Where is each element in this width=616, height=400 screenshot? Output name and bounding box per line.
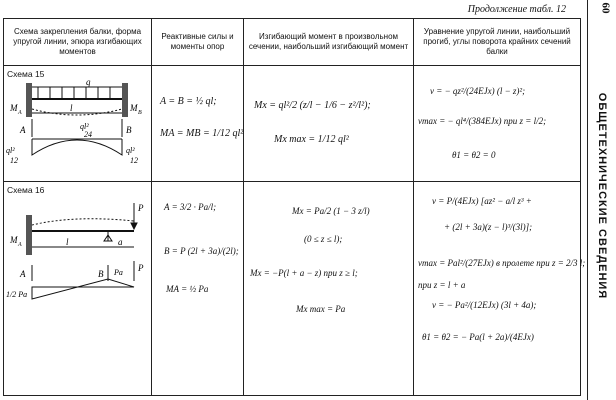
reaction-formula: A = 3/2 · Pa/l; [164,202,217,212]
span-l-label: l [70,103,73,113]
moment-formula: Mx = −P(l + a − z) при z ≥ l; [250,268,358,278]
page-number: 60 [599,2,612,14]
table-row-scheme-15 [4,66,581,182]
reactions-cell [152,66,244,182]
mb-label: M [130,103,138,113]
scheme-label: Схема 15 [7,69,45,79]
deflection-formula: θ1 = θ2 = − Pa(l + 2a)/(4EJx) [422,332,534,342]
ma-label: M [10,235,18,245]
moment-left-label: 1/2 Pa [6,290,28,299]
deflection-formula: + (2l + 3a)(z − l)³/(3l)]; [444,222,533,232]
deflection-formula: при z = l + a [418,280,466,290]
moment-formula: Mx max = Pa [296,304,346,314]
moment-formula: Mx = ql²/2 (z/l − 1/6 − z²/l²); [254,100,371,111]
reaction-formula: A = B = ½ ql; [160,96,217,107]
reactions-cell [152,182,244,396]
ma-sub-label: A [18,242,22,248]
col-header-moments: Изгибающий момент в произвольном сечении, наибольший изгибающий момент [244,19,414,66]
moment-formula: Mx = Pa/2 (1 − 3 z/l) [292,206,370,216]
reaction-formula: MA = ½ Pa [166,284,209,294]
scheme-cell [4,182,152,396]
beam-diagram-15 [4,79,150,175]
deflection-formula: v = − Pa²/(12EJx) (3l + 4a); [432,300,537,310]
load-p-left-label: P [138,263,144,273]
scheme-cell [4,66,152,182]
moment-right-label: Pa [114,268,123,277]
beam-table [3,18,586,396]
reaction-a-label: A [20,125,26,135]
deflection-formula: θ1 = θ2 = 0 [452,150,496,160]
col-header-deflection: Уравнение упругой линии, наибольший прогиб, углы поворота крайних сечений балки [414,19,581,66]
moment-formula: Mx max = 1/12 ql² [274,134,349,145]
scheme-label: Схема 16 [7,185,45,195]
col-header-scheme: Схема закрепления балки, форма упругой линии, эпюра изгибающих моментов [4,19,152,66]
moment-right-label: ql² [126,146,135,155]
load-p-right-label: P [138,203,144,213]
span-l-label: l [66,237,69,247]
table-header-row [4,19,581,66]
side-title: ОБЩЕТЕХНИЧЕСКИЕ СВЕДЕНИЯ [596,92,608,300]
moment-mid-label: ql² [80,122,89,131]
deflection-formula: vmax = Pal²/(27EJx) в пролете при z = 2/3 l; [418,258,586,268]
continuation-label: Продолжение табл. 12 [467,4,566,15]
beam-diagram-16 [4,195,150,385]
mb-sub-label: B [138,110,142,116]
ma-label: M [10,103,18,113]
ma-sub-label: A [18,110,22,116]
col-header-reactions: Реактивные силы и моменты опор [152,19,244,66]
deflection-formula: v = P/(4EJx) [az² − a/l z³ + [432,196,532,206]
moment-formula: (0 ≤ z ≤ l); [304,234,343,244]
deflection-cell [414,182,586,396]
moment-left-den: 12 [10,156,18,165]
reaction-a-label: A [20,269,26,279]
deflection-formula: v = − qz²/(24EJx) (l − z)²; [430,86,526,96]
moment-mid-den: 24 [84,130,92,139]
load-q-label: q [86,79,91,87]
reaction-b-label: B [126,125,132,135]
moments-cell [244,182,414,396]
deflection-cell [414,66,581,182]
moment-right-den: 12 [130,156,138,165]
moments-cell [244,66,414,182]
page-sidebar [587,0,616,400]
moment-left-label: ql² [6,146,15,155]
reaction-b-label: B [98,269,104,279]
reaction-formula: B = P (2l + 3a)/(2l); [164,246,239,256]
reaction-formula: MA = MB = 1/12 ql² [160,128,244,139]
table-row-scheme-16 [4,182,581,396]
deflection-formula: vmax = − ql⁴/(384EJx) при z = l/2; [418,116,547,126]
span-a-label: a [118,237,123,247]
